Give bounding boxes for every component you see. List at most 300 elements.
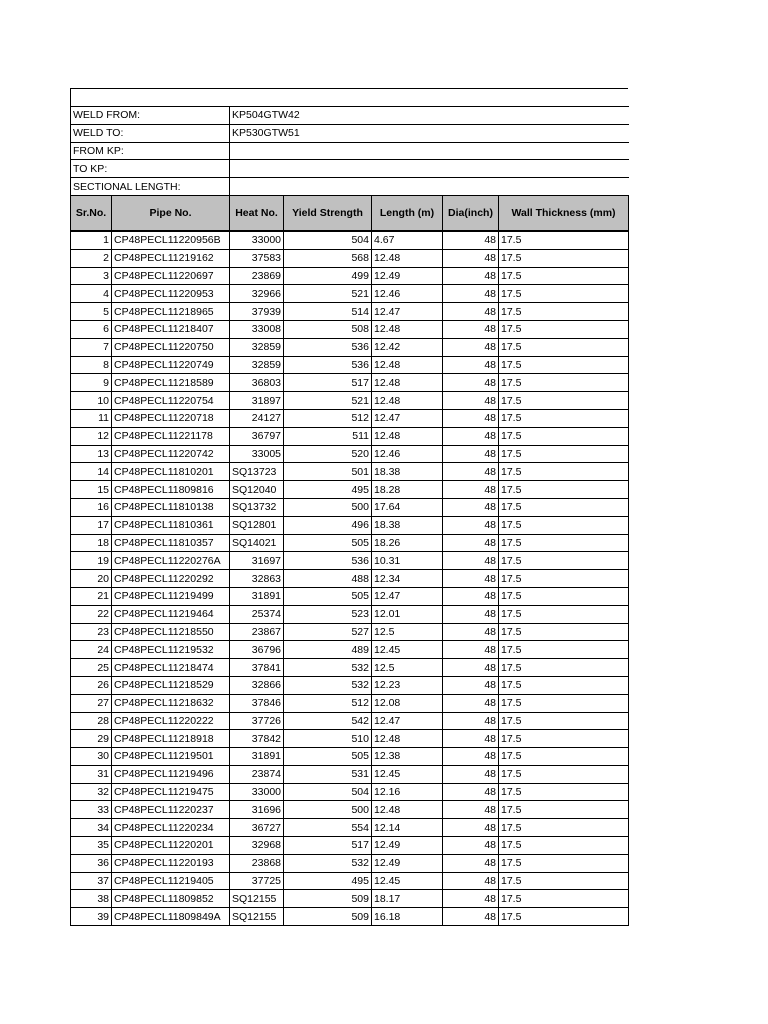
table-cell: 17.5 <box>499 267 629 285</box>
table-cell: 12.14 <box>372 819 443 837</box>
table-cell: 521 <box>284 285 372 303</box>
table-cell: 17.5 <box>499 748 629 766</box>
table-cell: 32859 <box>230 338 284 356</box>
table-row <box>71 534 629 552</box>
table-cell: 31696 <box>230 801 284 819</box>
table-cell: CP48PECL11810357 <box>112 534 230 552</box>
table-cell: 48 <box>443 231 499 249</box>
table-cell: 501 <box>284 463 372 481</box>
table-cell: 9 <box>71 374 112 392</box>
table-cell: CP48PECL11218589 <box>112 374 230 392</box>
table-row <box>71 445 629 463</box>
table-cell: 48 <box>443 285 499 303</box>
table-cell: 17.5 <box>499 249 629 267</box>
table-cell: CP48PECL11220276A <box>112 552 230 570</box>
table-cell: 48 <box>443 552 499 570</box>
table-cell: 48 <box>443 659 499 677</box>
table-cell: 12.48 <box>372 801 443 819</box>
table-cell: CP48PECL11221178 <box>112 427 230 445</box>
table-cell: CP48PECL11220234 <box>112 819 230 837</box>
table-cell: 23874 <box>230 765 284 783</box>
table-cell: 504 <box>284 783 372 801</box>
table-cell: CP48PECL11220749 <box>112 356 230 374</box>
table-cell: 28 <box>71 712 112 730</box>
table-cell: 17.5 <box>499 730 629 748</box>
table-cell: 48 <box>443 481 499 499</box>
table-cell: 12.48 <box>372 427 443 445</box>
table-cell: 12.48 <box>372 320 443 338</box>
table-cell: 1 <box>71 231 112 249</box>
table-cell: CP48PECL11219475 <box>112 783 230 801</box>
table-cell: 48 <box>443 516 499 534</box>
table-cell: CP48PECL11218407 <box>112 320 230 338</box>
table-row <box>71 481 629 499</box>
table-cell: 17.5 <box>499 516 629 534</box>
table-cell: 17.5 <box>499 392 629 410</box>
table-cell: 48 <box>443 623 499 641</box>
table-cell: CP48PECL11810361 <box>112 516 230 534</box>
table-cell: 25374 <box>230 605 284 623</box>
table-cell: 12.5 <box>372 623 443 641</box>
table-cell: 37842 <box>230 730 284 748</box>
table-cell: 17.5 <box>499 374 629 392</box>
table-cell: 12.48 <box>372 356 443 374</box>
table-cell: 12.48 <box>372 374 443 392</box>
table-row <box>71 552 629 570</box>
table-cell: SQ12040 <box>230 481 284 499</box>
table-cell: 12.47 <box>372 409 443 427</box>
table-cell: 17.5 <box>499 694 629 712</box>
table-cell: 48 <box>443 570 499 588</box>
table-cell: 18 <box>71 534 112 552</box>
table-cell: 48 <box>443 498 499 516</box>
table-cell: 37726 <box>230 712 284 730</box>
table-cell: 13 <box>71 445 112 463</box>
table-cell: 17.5 <box>499 498 629 516</box>
table-row <box>71 303 629 321</box>
table-cell: CP48PECL11218550 <box>112 623 230 641</box>
info-row <box>71 142 629 160</box>
table-cell: 17.5 <box>499 481 629 499</box>
table-cell: 18.17 <box>372 890 443 908</box>
table-cell: 12 <box>71 427 112 445</box>
table-row <box>71 819 629 837</box>
table-cell: 21 <box>71 587 112 605</box>
table-row <box>71 392 629 410</box>
table-cell: 11 <box>71 409 112 427</box>
table-cell: CP48PECL11810201 <box>112 463 230 481</box>
table-cell: 7 <box>71 338 112 356</box>
table-cell: 17.5 <box>499 605 629 623</box>
table-cell: 48 <box>443 908 499 926</box>
table-cell: 499 <box>284 267 372 285</box>
table-cell: CP48PECL11810138 <box>112 498 230 516</box>
table-cell: CP48PECL11809852 <box>112 890 230 908</box>
table-cell: 18.38 <box>372 463 443 481</box>
table-cell: 17.5 <box>499 837 629 855</box>
table-row <box>71 338 629 356</box>
info-value <box>230 178 629 195</box>
table-cell: CP48PECL11219499 <box>112 587 230 605</box>
table-cell: 48 <box>443 392 499 410</box>
table-cell: 18.28 <box>372 481 443 499</box>
table-cell: 36796 <box>230 641 284 659</box>
table-row <box>71 463 629 481</box>
table-cell: 12.46 <box>372 445 443 463</box>
table-cell: 37841 <box>230 659 284 677</box>
table-cell: 17.5 <box>499 641 629 659</box>
table-row <box>71 409 629 427</box>
table-cell: 532 <box>284 659 372 677</box>
table-cell: 509 <box>284 908 372 926</box>
table-cell: 12.49 <box>372 267 443 285</box>
table-cell: 2 <box>71 249 112 267</box>
table-cell: 532 <box>284 854 372 872</box>
table-cell: CP48PECL11220222 <box>112 712 230 730</box>
table-cell: 12.49 <box>372 854 443 872</box>
table-cell: 48 <box>443 694 499 712</box>
table-cell: 48 <box>443 854 499 872</box>
table-cell: 24 <box>71 641 112 659</box>
table-cell: 24127 <box>230 409 284 427</box>
info-row <box>71 178 629 195</box>
table-cell: SQ12801 <box>230 516 284 534</box>
table-cell: CP48PECL11220742 <box>112 445 230 463</box>
table-cell: 29 <box>71 730 112 748</box>
table-cell: 37583 <box>230 249 284 267</box>
table-cell: 23 <box>71 623 112 641</box>
table-cell: 17.5 <box>499 534 629 552</box>
table-cell: 16.18 <box>372 908 443 926</box>
table-cell: CP48PECL11219464 <box>112 605 230 623</box>
table-cell: 33 <box>71 801 112 819</box>
blank-header-row <box>70 88 628 106</box>
table-cell: 12.45 <box>372 641 443 659</box>
table-cell: CP48PECL11220201 <box>112 837 230 855</box>
table-cell: 23868 <box>230 854 284 872</box>
table-cell: 19 <box>71 552 112 570</box>
table-cell: 17.5 <box>499 356 629 374</box>
table-cell: 17.5 <box>499 908 629 926</box>
table-cell: 12.23 <box>372 676 443 694</box>
table-cell: 25 <box>71 659 112 677</box>
table-row <box>71 231 629 249</box>
table-row <box>71 356 629 374</box>
table-cell: 17.5 <box>499 623 629 641</box>
table-row <box>71 765 629 783</box>
table-cell: 48 <box>443 712 499 730</box>
table-cell: 32968 <box>230 837 284 855</box>
table-cell: 512 <box>284 694 372 712</box>
table-cell: 26 <box>71 676 112 694</box>
table-cell: 505 <box>284 587 372 605</box>
table-cell: 14 <box>71 463 112 481</box>
table-cell: 12.42 <box>372 338 443 356</box>
table-cell: 33008 <box>230 320 284 338</box>
table-cell: 489 <box>284 641 372 659</box>
table-cell: 17.5 <box>499 285 629 303</box>
table-cell: 48 <box>443 819 499 837</box>
table-cell: 17.5 <box>499 463 629 481</box>
table-cell: 12.34 <box>372 570 443 588</box>
table-cell: 8 <box>71 356 112 374</box>
info-label: FROM KP: <box>71 142 230 160</box>
table-cell: 48 <box>443 837 499 855</box>
table-cell: 17.5 <box>499 765 629 783</box>
info-label: WELD TO: <box>71 124 230 142</box>
table-row <box>71 427 629 445</box>
table-cell: 10.31 <box>372 552 443 570</box>
table-row <box>71 801 629 819</box>
table-cell: 500 <box>284 801 372 819</box>
info-value: KP504GTW42 <box>230 107 629 125</box>
table-cell: 17.5 <box>499 570 629 588</box>
table-cell: 12.47 <box>372 303 443 321</box>
table-cell: CP48PECL11219501 <box>112 748 230 766</box>
table-row <box>71 748 629 766</box>
table-cell: 48 <box>443 427 499 445</box>
table-cell: 3 <box>71 267 112 285</box>
table-cell: 37725 <box>230 872 284 890</box>
table-cell: 504 <box>284 231 372 249</box>
table-cell: 23869 <box>230 267 284 285</box>
table-cell: 37846 <box>230 694 284 712</box>
table-row <box>71 623 629 641</box>
table-cell: 505 <box>284 534 372 552</box>
table-cell: 496 <box>284 516 372 534</box>
table-cell: SQ13723 <box>230 463 284 481</box>
table-cell: 17.5 <box>499 587 629 605</box>
table-cell: 48 <box>443 338 499 356</box>
table-cell: 22 <box>71 605 112 623</box>
table-cell: 12.48 <box>372 249 443 267</box>
table-cell: CP48PECL11220697 <box>112 267 230 285</box>
table-cell: 18.38 <box>372 516 443 534</box>
table-cell: 17.5 <box>499 872 629 890</box>
table-row <box>71 890 629 908</box>
table-cell: 12.48 <box>372 730 443 748</box>
table-row <box>71 249 629 267</box>
table-row <box>71 498 629 516</box>
table-cell: 36727 <box>230 819 284 837</box>
table-row <box>71 374 629 392</box>
table-cell: 10 <box>71 392 112 410</box>
table-cell: 5 <box>71 303 112 321</box>
table-cell: 48 <box>443 890 499 908</box>
table-cell: 48 <box>443 605 499 623</box>
table-cell: 17.5 <box>499 409 629 427</box>
table-cell: 500 <box>284 498 372 516</box>
table-cell: 36797 <box>230 427 284 445</box>
table-row <box>71 837 629 855</box>
table-cell: 36803 <box>230 374 284 392</box>
table-cell: 4.67 <box>372 231 443 249</box>
table-cell: 48 <box>443 445 499 463</box>
table-cell: 17.5 <box>499 783 629 801</box>
table-cell: CP48PECL11809849A <box>112 908 230 926</box>
table-row <box>71 587 629 605</box>
table-cell: CP48PECL11220292 <box>112 570 230 588</box>
table-cell: CP48PECL11218632 <box>112 694 230 712</box>
table-cell: 31891 <box>230 587 284 605</box>
table-cell: 32866 <box>230 676 284 694</box>
table-cell: 48 <box>443 676 499 694</box>
table-cell: 17.5 <box>499 552 629 570</box>
table-cell: CP48PECL11218918 <box>112 730 230 748</box>
table-cell: 17.5 <box>499 445 629 463</box>
column-header: Heat No. <box>230 195 284 231</box>
table-cell: CP48PECL11220953 <box>112 285 230 303</box>
table-cell: 17 <box>71 516 112 534</box>
table-cell: 32 <box>71 783 112 801</box>
pipe-data-table <box>70 195 629 926</box>
table-cell: 32863 <box>230 570 284 588</box>
table-cell: 17.5 <box>499 320 629 338</box>
table-cell: 520 <box>284 445 372 463</box>
column-header: Dia(inch) <box>443 195 499 231</box>
table-cell: 38 <box>71 890 112 908</box>
table-cell: 12.48 <box>372 392 443 410</box>
table-cell: CP48PECL11220718 <box>112 409 230 427</box>
table-cell: 48 <box>443 765 499 783</box>
table-row <box>71 285 629 303</box>
table-cell: 536 <box>284 552 372 570</box>
table-cell: CP48PECL11219405 <box>112 872 230 890</box>
column-header: Wall Thickness (mm) <box>499 195 629 231</box>
info-label: WELD FROM: <box>71 107 230 125</box>
table-cell: 511 <box>284 427 372 445</box>
table-cell: 12.16 <box>372 783 443 801</box>
table-row <box>71 872 629 890</box>
table-cell: 17.5 <box>499 801 629 819</box>
table-cell: 536 <box>284 356 372 374</box>
table-row <box>71 783 629 801</box>
table-cell: SQ12155 <box>230 890 284 908</box>
table-cell: 48 <box>443 641 499 659</box>
table-cell: SQ12155 <box>230 908 284 926</box>
info-row <box>71 107 629 125</box>
table-cell: 39 <box>71 908 112 926</box>
table-cell: 531 <box>284 765 372 783</box>
table-cell: 27 <box>71 694 112 712</box>
column-header: Length (m) <box>372 195 443 231</box>
info-value <box>230 160 629 178</box>
table-cell: 514 <box>284 303 372 321</box>
table-cell: 17.5 <box>499 338 629 356</box>
table-cell: CP48PECL11220193 <box>112 854 230 872</box>
table-cell: 32859 <box>230 356 284 374</box>
table-row <box>71 641 629 659</box>
table-row <box>71 267 629 285</box>
table-cell: 542 <box>284 712 372 730</box>
table-cell: 23867 <box>230 623 284 641</box>
table-cell: SQ14021 <box>230 534 284 552</box>
table-row <box>71 659 629 677</box>
table-row <box>71 730 629 748</box>
column-header: Pipe No. <box>112 195 230 231</box>
table-cell: 509 <box>284 890 372 908</box>
table-cell: 48 <box>443 249 499 267</box>
table-cell: 36 <box>71 854 112 872</box>
table-cell: 18.26 <box>372 534 443 552</box>
table-row <box>71 570 629 588</box>
table-cell: 488 <box>284 570 372 588</box>
table-row <box>71 320 629 338</box>
table-row <box>71 854 629 872</box>
table-cell: 12.38 <box>372 748 443 766</box>
table-cell: 15 <box>71 481 112 499</box>
table-row <box>71 694 629 712</box>
column-header: Sr.No. <box>71 195 112 231</box>
table-cell: CP48PECL11218474 <box>112 659 230 677</box>
table-cell: 17.5 <box>499 854 629 872</box>
table-cell: 510 <box>284 730 372 748</box>
table-cell: 495 <box>284 872 372 890</box>
table-cell: 17.64 <box>372 498 443 516</box>
table-cell: 20 <box>71 570 112 588</box>
table-cell: CP48PECL11218529 <box>112 676 230 694</box>
table-cell: 48 <box>443 730 499 748</box>
info-label: SECTIONAL LENGTH: <box>71 178 230 195</box>
table-cell: 12.5 <box>372 659 443 677</box>
table-cell: 17.5 <box>499 676 629 694</box>
table-cell: 12.08 <box>372 694 443 712</box>
table-cell: 17.5 <box>499 819 629 837</box>
table-cell: 12.47 <box>372 587 443 605</box>
table-cell: 508 <box>284 320 372 338</box>
table-cell: 17.5 <box>499 890 629 908</box>
table-cell: 505 <box>284 748 372 766</box>
table-cell: 48 <box>443 872 499 890</box>
table-cell: 48 <box>443 534 499 552</box>
table-cell: 31897 <box>230 392 284 410</box>
table-cell: 568 <box>284 249 372 267</box>
table-cell: 12.46 <box>372 285 443 303</box>
table-cell: 532 <box>284 676 372 694</box>
table-cell: 31891 <box>230 748 284 766</box>
table-cell: 17.5 <box>499 231 629 249</box>
table-cell: 48 <box>443 374 499 392</box>
table-cell: 4 <box>71 285 112 303</box>
table-cell: 12.01 <box>372 605 443 623</box>
info-row <box>71 124 629 142</box>
table-cell: 48 <box>443 801 499 819</box>
table-cell: 517 <box>284 374 372 392</box>
table-cell: 17.5 <box>499 659 629 677</box>
table-cell: 521 <box>284 392 372 410</box>
info-value <box>230 142 629 160</box>
table-cell: 512 <box>284 409 372 427</box>
table-cell: 31 <box>71 765 112 783</box>
table-cell: 16 <box>71 498 112 516</box>
table-cell: 31697 <box>230 552 284 570</box>
table-cell: 33005 <box>230 445 284 463</box>
table-cell: 32966 <box>230 285 284 303</box>
table-cell: CP48PECL11220750 <box>112 338 230 356</box>
table-cell: CP48PECL11219496 <box>112 765 230 783</box>
column-header: Yield Strength <box>284 195 372 231</box>
table-cell: 48 <box>443 409 499 427</box>
table-cell: 48 <box>443 320 499 338</box>
table-cell: 48 <box>443 587 499 605</box>
table-cell: 17.5 <box>499 427 629 445</box>
table-cell: 554 <box>284 819 372 837</box>
table-cell: 48 <box>443 748 499 766</box>
table-row <box>71 516 629 534</box>
spreadsheet-sheet <box>70 88 628 926</box>
table-cell: 6 <box>71 320 112 338</box>
table-cell: 48 <box>443 463 499 481</box>
